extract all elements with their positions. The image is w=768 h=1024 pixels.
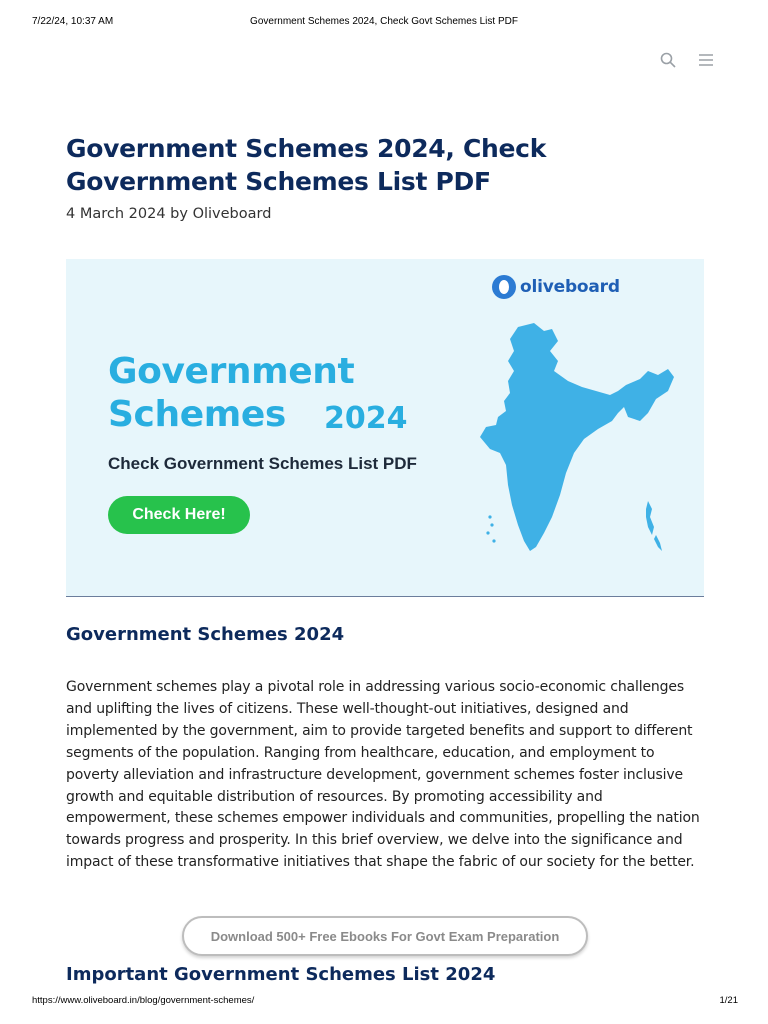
section-heading-government-schemes: Government Schemes 2024 [66, 624, 345, 645]
print-url: https://www.oliveboard.in/blog/government-schemes/ [32, 995, 255, 1006]
article-by: by [170, 206, 188, 222]
article-date: 4 March 2024 [66, 206, 166, 222]
print-footer [0, 995, 768, 1009]
search-icon[interactable] [658, 50, 678, 70]
print-header [0, 16, 768, 32]
check-here-button[interactable]: Check Here! [108, 496, 250, 534]
banner-headline-line2: Schemes [108, 394, 286, 435]
header-actions [658, 50, 716, 70]
oliveboard-logo [492, 275, 620, 299]
oliveboard-logo-text: oliveboard [520, 277, 620, 297]
article-meta [66, 206, 271, 222]
banner-year: 2024 [324, 401, 408, 436]
banner-subtitle: Check Government Schemes List PDF [108, 454, 417, 473]
print-datetime: 7/22/24, 10:37 AM [32, 16, 114, 27]
banner-headline-line1: Government [108, 351, 355, 392]
download-ebooks-button[interactable]: Download 500+ Free Ebooks For Govt Exam Preparation [182, 916, 588, 956]
oliveboard-logo-icon [492, 275, 516, 299]
print-page-title: Government Schemes 2024, Check Govt Schemes List PDF [250, 16, 518, 27]
article-title: Government Schemes 2024, Check Government Schemes List PDF [66, 134, 547, 196]
intro-paragraph: Government schemes play a pivotal role in addressing various socio-economic challenges and uplifting the lives of citizens. These well-thought-out initiatives, designed and implemented by the government, aim to provide targeted benefits and support to different segments of the population. Ranging from healthcare, education, and employment to poverty alleviation and infrastructure development, government schemes foster inclusive growth and equitable distribution of resources. By promoting accessibility and empowerment, these schemes empower individuals and communities, propelling the nation towards progress and prosperity. In this brief overview, we delve into the significance and impact of these transformative initiatives that shape the fabric of our society for the better. [66, 679, 700, 871]
featured-banner-image [66, 259, 704, 597]
menu-icon[interactable] [696, 50, 716, 70]
print-page-number: 1/21 [719, 995, 738, 1006]
india-map-icon [478, 321, 692, 557]
section-heading-schemes-list: Important Government Schemes List 2024 [66, 964, 496, 985]
article-author-link[interactable]: Oliveboard [192, 206, 272, 222]
